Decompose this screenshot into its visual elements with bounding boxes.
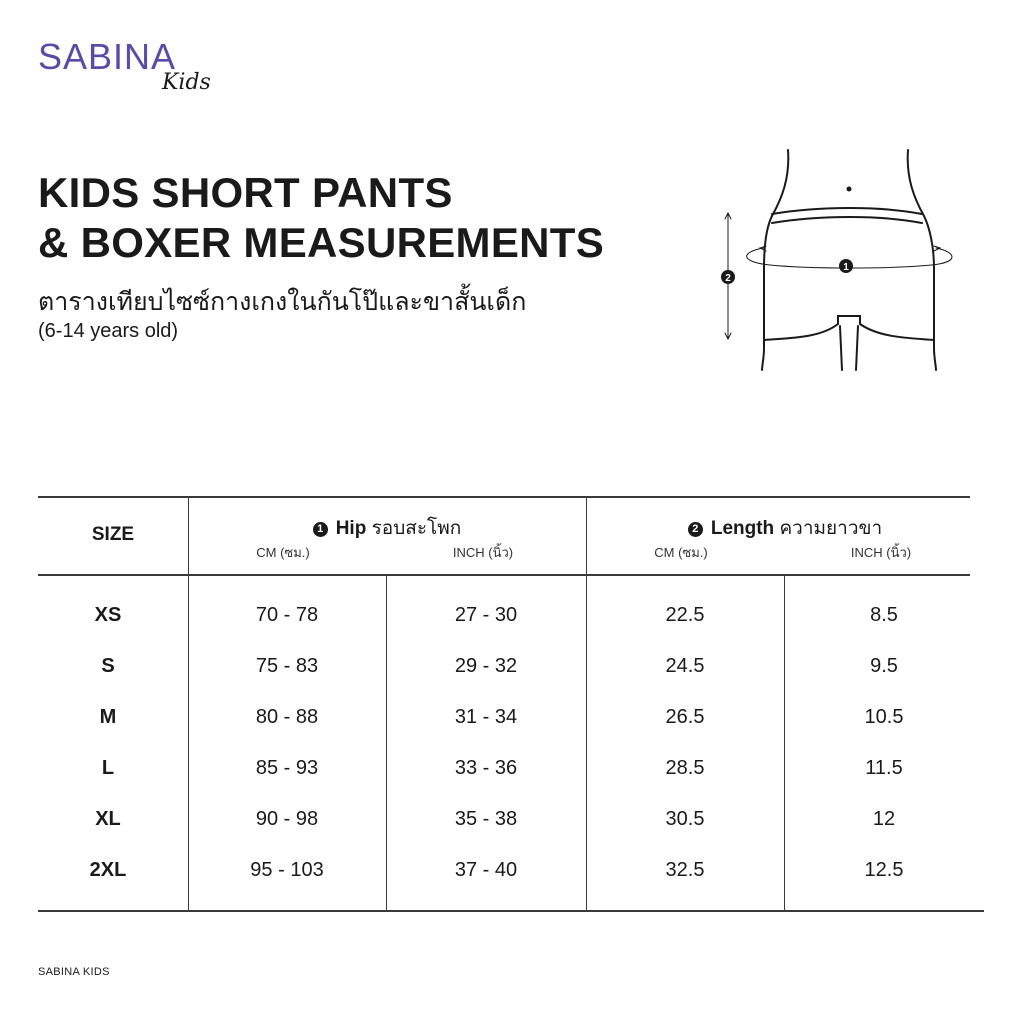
shorts-measurement-figure bbox=[710, 148, 960, 373]
length-inch-cell: 8.5 bbox=[870, 604, 898, 626]
subtitle-age: (6-14 years old) bbox=[38, 320, 179, 342]
hip-inch-cell: 35 - 38 bbox=[454, 808, 518, 830]
brand-name: SABINA bbox=[38, 36, 177, 77]
length-header bbox=[586, 513, 984, 543]
shorts-hem-right bbox=[860, 324, 934, 340]
hip-number-badge: 1 bbox=[313, 522, 328, 537]
length-cm-cell: 28.5 bbox=[665, 757, 705, 779]
length-label-th: ความยาวขา bbox=[779, 518, 883, 539]
size-cell: S bbox=[101, 655, 115, 677]
length-inch-header: INCH (นิ้ว) bbox=[850, 545, 912, 560]
brand-sub: Kids bbox=[162, 70, 211, 95]
length-cm-cell: 30.5 bbox=[665, 808, 705, 830]
length-cm-cell: 26.5 bbox=[665, 706, 705, 728]
length-inch-cell: 10.5 bbox=[864, 706, 904, 728]
hip-inch-cell: 27 - 30 bbox=[454, 604, 518, 626]
length-cm-cell: 22.5 bbox=[665, 604, 705, 626]
hip-label-th: รอบสะโพก bbox=[371, 518, 462, 539]
size-cell: XL bbox=[95, 808, 121, 830]
hip-cm-cell: 70 - 78 bbox=[255, 604, 319, 626]
hip-cm-cell: 95 - 103 bbox=[250, 859, 324, 881]
hip-label-en: Hip bbox=[335, 518, 367, 539]
body-outline-left bbox=[762, 150, 788, 370]
length-inch-cell: 9.5 bbox=[870, 655, 898, 677]
hip-cm-cell: 85 - 93 bbox=[255, 757, 319, 779]
hip-cm-cell: 90 - 98 bbox=[255, 808, 319, 830]
size-cell: M bbox=[99, 706, 117, 728]
hip-inch-cell: 29 - 32 bbox=[454, 655, 518, 677]
hip-cm-cell: 75 - 83 bbox=[255, 655, 319, 677]
hip-inch-cell: 33 - 36 bbox=[454, 757, 518, 779]
col-divider bbox=[586, 496, 587, 912]
table-top-rule bbox=[38, 496, 970, 498]
shorts-hem-left bbox=[764, 324, 838, 340]
title-line-1: KIDS SHORT PANTS bbox=[38, 169, 453, 216]
waistband bbox=[772, 208, 922, 214]
page-title bbox=[38, 168, 604, 268]
length-number-badge: 2 bbox=[688, 522, 703, 537]
length-inch-cell: 11.5 bbox=[865, 757, 903, 779]
size-header: SIZE bbox=[91, 524, 135, 545]
length-cm-cell: 32.5 bbox=[665, 859, 705, 881]
navel-dot bbox=[847, 187, 852, 192]
hip-inch-cell: 37 - 40 bbox=[454, 859, 518, 881]
hip-header bbox=[188, 513, 586, 543]
hip-marker-label: 1 bbox=[843, 262, 849, 273]
hip-cm-cell: 80 - 88 bbox=[255, 706, 319, 728]
title-line-2: & BOXER MEASUREMENTS bbox=[38, 219, 605, 266]
size-table bbox=[38, 496, 984, 912]
crotch bbox=[838, 316, 860, 324]
length-inch-cell: 12 bbox=[872, 808, 896, 830]
length-inch-cell: 12.5 bbox=[864, 859, 904, 881]
hip-inch-cell: 31 - 34 bbox=[454, 706, 518, 728]
table-bottom-rule bbox=[38, 910, 984, 912]
length-marker-label: 2 bbox=[725, 273, 731, 284]
size-cell: XS bbox=[94, 604, 122, 626]
col-divider bbox=[188, 496, 189, 912]
hip-inch-header: INCH (นิ้ว) bbox=[452, 545, 514, 560]
size-cell: 2XL bbox=[89, 859, 127, 881]
hip-cm-header: CM (ซม.) bbox=[256, 545, 310, 560]
length-cm-header: CM (ซม.) bbox=[654, 545, 708, 560]
size-cell: L bbox=[101, 757, 115, 779]
body-outline-right bbox=[908, 150, 936, 370]
footer-brand: SABINA KIDS bbox=[38, 966, 110, 978]
length-cm-cell: 24.5 bbox=[665, 655, 705, 677]
length-label-en: Length bbox=[710, 518, 775, 539]
table-header-rule bbox=[38, 574, 970, 576]
subtitle-thai: ตารางเทียบไซซ์กางเกงในกันโป๊และขาสั้นเด็ก bbox=[38, 288, 527, 316]
